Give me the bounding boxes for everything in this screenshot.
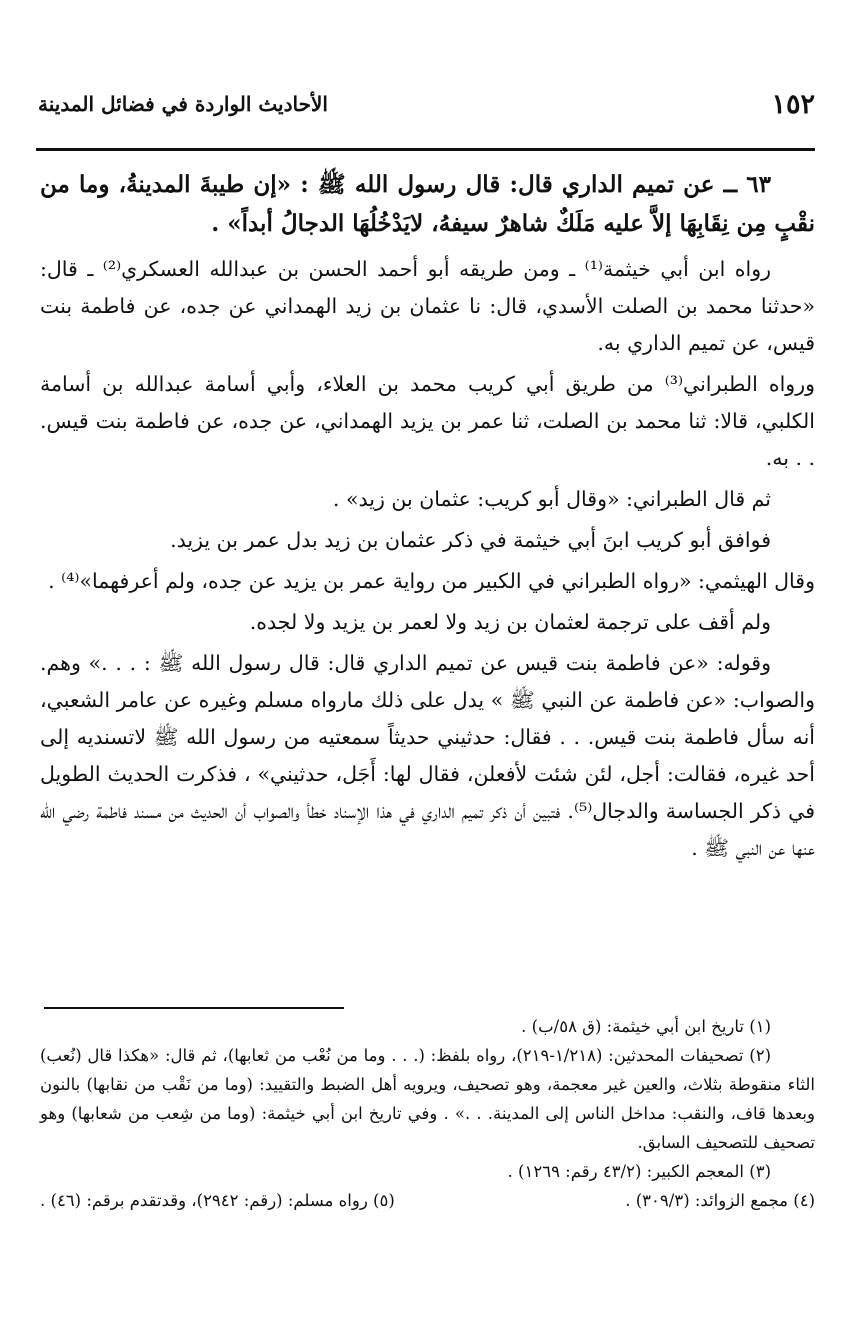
paragraph-7: وقوله: «عن فاطمة بنت قيس عن تميم الداري قال: قال رسول الله ﷺ : . . .» وهم. والصواب: «عن فاطمة عن النبي ﷺ » يدل على ذلك مارواه مسلم وغيره عن عامر الشعبي، أنه سأل فاطمة بنت قيس. . . فقال: حدثيني حديثاً سمعتيه من رسول الله ﷺ لاتسنديه إلى أحد غيره، فقالت: أجل، لئن شئت لأفعلن، فقال لها: أَجَل، حدثيني» ، فذكرت الحديث الطويل في ذكر الجساسة والدجال⁽⁵⁾. فتبين أن ذكر تميم الداري في هذا الإسناد خطأ والصواب أن الحديث من مسند فاطمة رضي الله عنها عن النبي ﷺ . (40, 651, 815, 860)
header-rule (36, 148, 815, 151)
footnotes (40, 1012, 815, 1215)
paragraph-5: وقال الهيثمي: «رواه الطبراني في الكبير من رواية عمر بن يزيد عن جده، ولم أعرفهما»⁽⁴⁾ . (48, 569, 815, 593)
paragraph-3: ثم قال الطبراني: «وقال أبو كريب: عثمان بن زيد» . (332, 487, 771, 511)
page-number: ١٥٢ (771, 88, 815, 120)
hadith-text: ٦٣ ــ عن تميم الداري قال: قال رسول الله ﷺ : «إن طيبةَ المدينةُ، وما من نقْبٍ مِن نِقَابِهَا إلاَّ عليه مَلَكٌ شاهرٌ سيفهُ، لايَدْخُلُهَا الدجالُ أبداً» . (40, 171, 815, 237)
paragraph-1: رواه ابن أبي خيثمة⁽¹⁾ ـ ومن طريقه أبو أحمد الحسن بن عبدالله العسكري⁽²⁾ ـ قال: «حدثنا محمد بن الصلت الأسدي، قال: نا عثمان بن زيد الهمداني عن جده، عن فاطمة بنت قيس، عن تميم الداري به. (40, 257, 815, 355)
footnote-4: (٤) مجمع الزوائد: (٣٠٩/٣) . (625, 1191, 815, 1210)
page-header (38, 84, 815, 124)
footnote-1: (١) تاريخ ابن أبي خيثمة: (ق ٥٨/ب) . (521, 1017, 771, 1036)
footnote-rule (44, 1007, 344, 1009)
footnote-3: (٣) المعجم الكبير: (٤٣/٢ رقم: ١٢٦٩) . (507, 1162, 771, 1181)
paragraph-2: ورواه الطبراني⁽³⁾ من طريق أبي كريب محمد بن العلاء، وأبي أسامة عبدالله بن أسامة الكلبي، قالا: ثنا محمد بن الصلت، ثنا عمر بن يزيد الهمداني، عن جده، عن فاطمة بنت قيس. . . به. (40, 372, 815, 470)
paragraph-6: ولم أقف على ترجمة لعثمان بن زيد ولا لعمر بن يزيد ولا لجده. (249, 610, 771, 634)
footnote-row (40, 1186, 815, 1215)
main-text (40, 165, 815, 871)
running-title: الأحاديث الواردة في فضائل المدينة (38, 92, 328, 116)
footnote-5: (٥) رواه مسلم: (رقم: ٢٩٤٢)، وقدتقدم برقم: (٤٦) . (40, 1191, 395, 1210)
paragraph-4: فوافق أبو كريب ابنَ أبي خيثمة في ذكر عثمان بن زيد بدل عمر بن يزيد. (170, 528, 771, 552)
footnote-2: (٢) تصحيفات المحدثين: (١/٢١٨-٢١٩)، رواه بلفظ: (. . . وما من نُعْب من ثعابها)، ثم قال: «هكذا قال (نُعب) الثاء منقوطة بثلاث، والعين غير معجمة، وهو تصحيف، ويرويه أهل الضبط والتقييد: (وما من نَقْب من نقابها) بالنون وبعدها قاف، والنقب: مداخل الناس إلى المدينة. . .» . وفي تاريخ ابن أبي خيثمة: (وما من شِعب من شعابها) وهو تصحيف للتصحيف السابق. (40, 1046, 815, 1152)
